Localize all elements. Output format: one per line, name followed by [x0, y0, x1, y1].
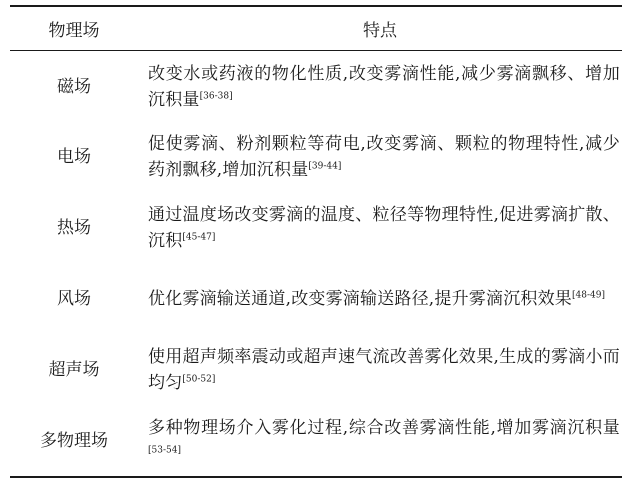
- citation-ref: [53-54]: [148, 444, 181, 455]
- citation-ref: [39-44]: [308, 161, 342, 172]
- table-row: [10, 406, 622, 477]
- table-row: [10, 51, 622, 122]
- field-feature: [138, 406, 622, 477]
- field-feature: [138, 335, 622, 406]
- physical-field-table-wrapper: [10, 0, 622, 478]
- feature-text: 通过温度场改变雾滴的温度、粒径等物理特性,促进雾滴扩散、沉积: [148, 205, 620, 251]
- feature-text: 使用超声频率震动或超声速气流改善雾化效果,生成的雾滴小而均匀: [148, 347, 620, 393]
- table-row: [10, 193, 622, 264]
- field-name: 电场: [57, 147, 91, 167]
- field-feature: [138, 193, 622, 264]
- field-name: 多物理场: [40, 430, 108, 451]
- table-header-row: [10, 6, 622, 51]
- field-name: 超声场: [48, 360, 100, 380]
- table-row: [10, 335, 622, 406]
- feature-text: 多种物理场介入雾化过程,综合改善雾滴性能,增加雾滴沉积量: [148, 417, 620, 438]
- field-feature: [138, 264, 622, 335]
- citation-ref: [50-52]: [182, 374, 216, 385]
- citation-ref: [45-47]: [182, 232, 216, 243]
- field-feature: [138, 51, 622, 122]
- field-name: 磁场: [57, 77, 91, 98]
- citation-ref: [36-38]: [199, 91, 233, 102]
- field-name: 热场: [57, 218, 91, 238]
- feature-text: 优化雾滴输送通道,改变雾滴输送路径,提升雾滴沉积效果: [148, 289, 573, 309]
- table-row: [10, 264, 622, 335]
- table-row: [10, 122, 622, 193]
- feature-text: 促使雾滴、粉剂颗粒等荷电,改变雾滴、颗粒的物理特性,减少药剂飘移,增加沉积量: [148, 134, 620, 180]
- header-field: 物理场: [48, 21, 100, 41]
- header-feature: 特点: [363, 21, 397, 41]
- feature-text: 改变水或药液的物化性质,改变雾滴性能,减少雾滴飘移、增加沉积量: [148, 64, 620, 111]
- citation-ref: [48-49]: [572, 290, 605, 301]
- field-feature: [138, 122, 622, 193]
- field-name: 风场: [57, 289, 91, 309]
- physical-field-table: [10, 5, 622, 478]
